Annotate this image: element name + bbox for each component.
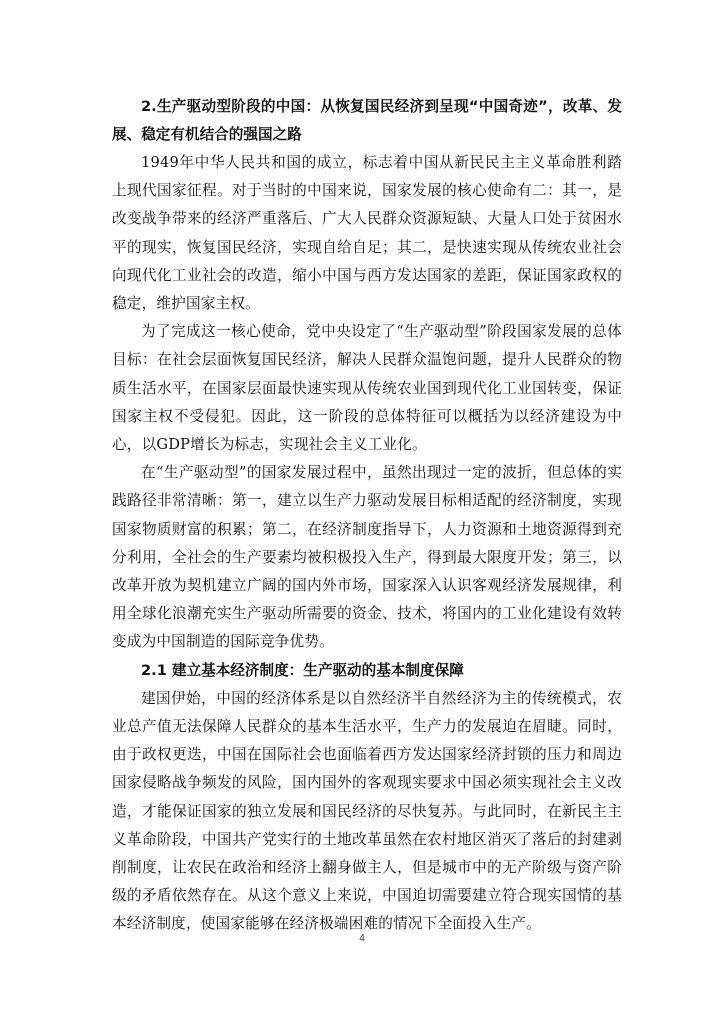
body-paragraph: 建国伊始，中国的经济体系是以自然经济半自然经济为主的传统模式，农业总产值无法保障人民群众的基本生活水平，生产力的发展迫在眉睫。同时，由于政权更迭，中国在国际社会也面临着西方发达国家经济封锁的压力和周边国家侵略战争频发的风险，国内国外的客观现实要求中国必须实现社会主义改造，才能保证国家的独立发展和国民经济的尽快复苏。与此同时，在新民主主义革命阶段，中国共产党实行的土地改革虽然在农村地区消灭了落后的封建剥削制度，让农民在政治和经济上翻身做主人，但是城市中的无产阶级与资产阶级的矛盾依然存在。从这个意义上来说，中国迫切需要建立符合现实国情的基本经济制度，使国家能够在经济极端困难的情况下全面投入生产。	[112, 689, 622, 933]
subsection-heading: 2.1 建立基本经济制度：生产驱动的基本制度保障	[141, 661, 464, 679]
body-paragraph: 在“生产驱动型”的国家发展过程中，虽然出现过一定的波折，但总体的实践路径非常清晰：第一，建立以生产力驱动发展目标相适配的经济制度，实现国家物质财富的积累；第二，在经济制度指导下，人力资源和土地资源得到充分利用，全社会的生产要素均被积极投入生产，得到最大限度开发；第三，以改革开放为契机建立广阔的国内外市场，国家深入认识客观经济发展规律，利用全球化浪潮充实生产驱动所需要的资金、技术，将国内的工业化建设有效转变成为中国制造的国际竞争优势。	[112, 464, 622, 651]
body-paragraph: 1949年中华人民共和国的成立，标志着中国从新民民主主义革命胜利踏上现代国家征程。对于当时的中国来说，国家发展的核心使命有二：其一，是改变战争带来的经济严重落后、广大人民群众资源短缺、大量人口处于贫困水平的现实，恢复国民经济，实现自给自足；其二，是快速实现从传统农业社会向现代化工业社会的改造，缩小中国与西方发达国家的差距，保证国家政权的稳定，维护国家主权。	[112, 154, 622, 313]
page-content	[112, 93, 622, 939]
page-number: 4	[359, 933, 365, 944]
body-paragraph: 为了完成这一核心使命，党中央设定了“生产驱动型”阶段国家发展的总体目标：在社会层面恢复国民经济，解决人民群众温饱问题，提升人民群众的物质生活水平，在国家层面最快速实现从传统农业国到现代化工业国转变，保证国家主权不受侵犯。因此，这一阶段的总体特征可以概括为以经济建设为中心，以GDP增长为标志，实现社会主义工业化。	[112, 323, 622, 454]
section-heading: 2.生产驱动型阶段的中国：从恢复国民经济到呈现“中国奇迹”，改革、发展、稳定有机结合的强国之路	[112, 98, 622, 143]
